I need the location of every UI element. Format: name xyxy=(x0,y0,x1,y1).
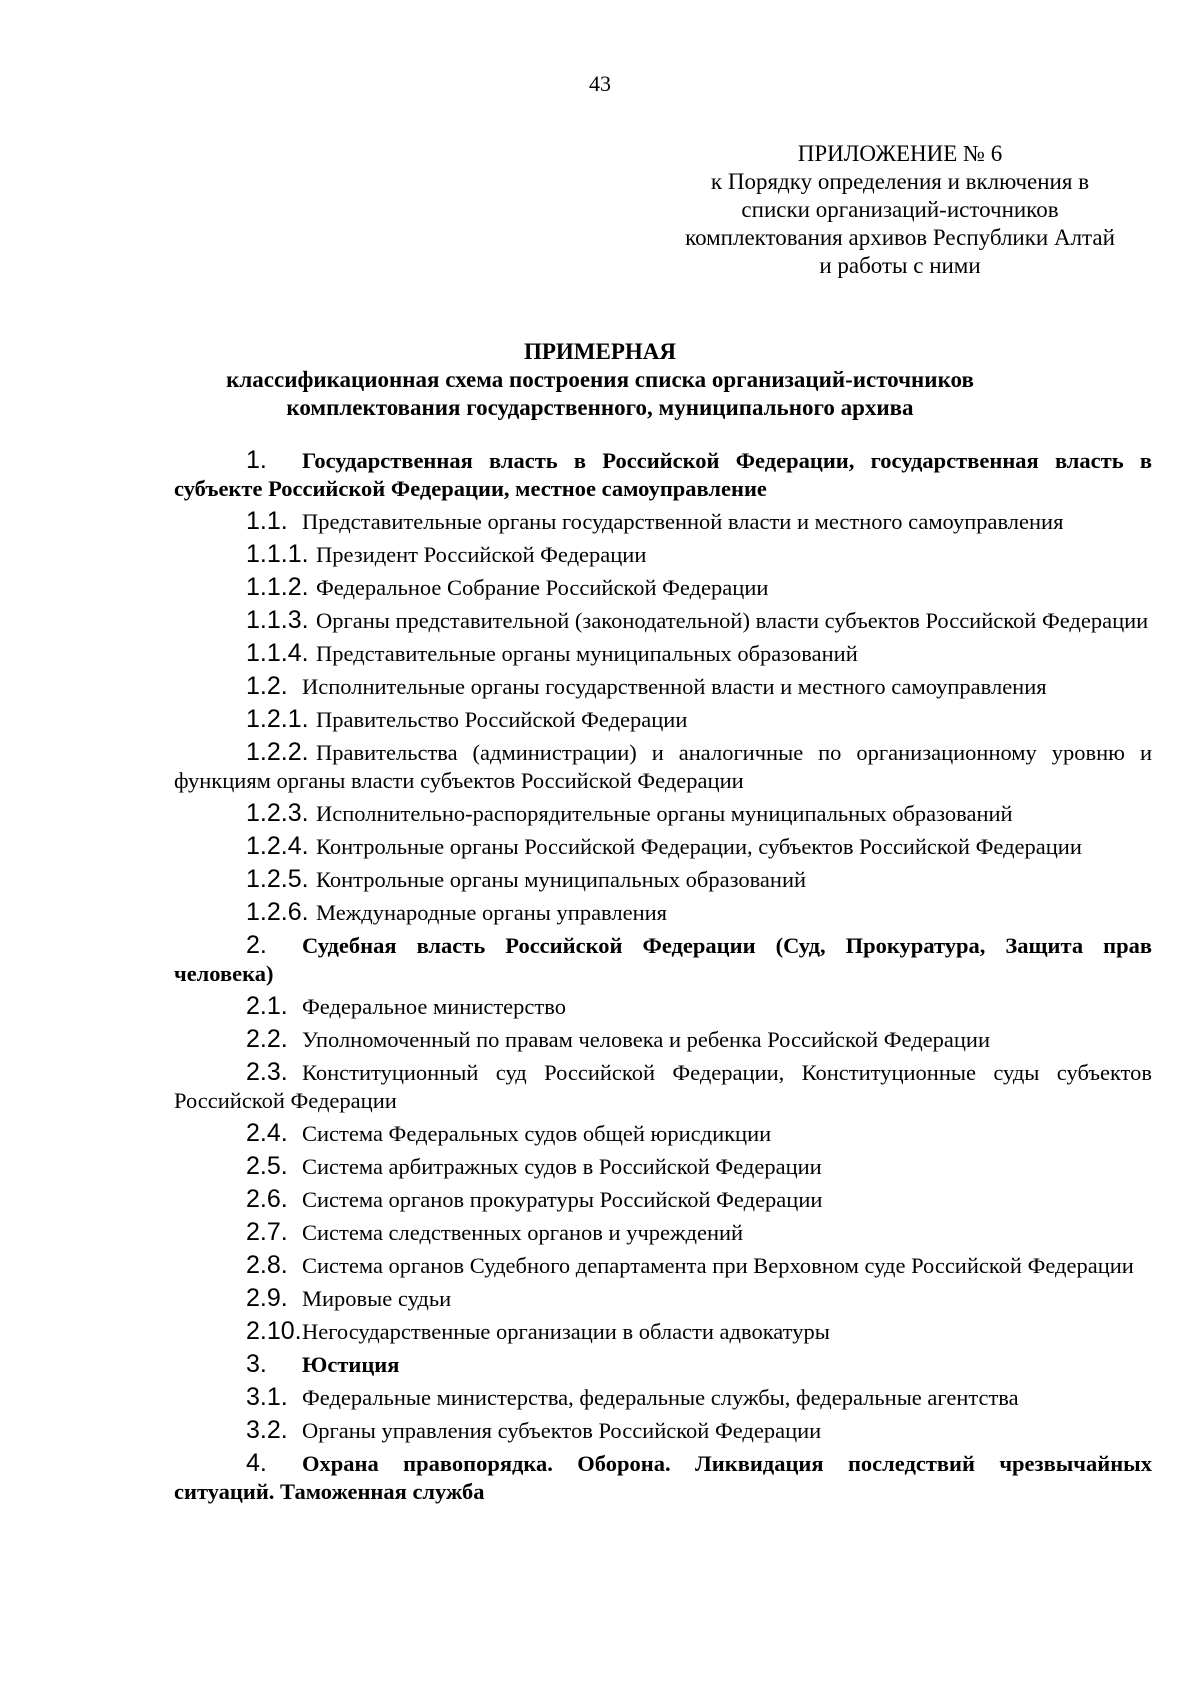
outline-item-number: 2. xyxy=(246,931,267,959)
outline-item-text: Конституционный суд Российской Федерации, Конституционные суды субъектов Российской Федерации xyxy=(174,1060,1152,1113)
outline-item-text: Исполнительные органы государственной власти и местного самоуправления xyxy=(302,674,1047,699)
outline-item xyxy=(174,507,1152,536)
outline-item-number: 1.2.5. xyxy=(246,865,309,893)
title-subline: комплектования государственного, муниципального архива xyxy=(286,395,914,420)
outline-item xyxy=(174,992,1152,1021)
outline-item-text: Контрольные органы муниципальных образований xyxy=(316,867,807,892)
outline-item-number: 2.9. xyxy=(246,1284,288,1312)
outline-item xyxy=(174,832,1152,861)
outline-item xyxy=(174,672,1152,701)
outline-item-text: Представительные органы государственной власти и местного самоуправления xyxy=(302,509,1064,534)
outline-item xyxy=(174,1383,1152,1412)
outline-item-text: Федеральное Собрание Российской Федерации xyxy=(316,575,769,600)
outline-item-text: Система арбитражных судов в Российской Федерации xyxy=(302,1154,822,1179)
outline-item-text: Уполномоченный по правам человека и ребенка Российской Федерации xyxy=(302,1027,990,1052)
outline-item xyxy=(174,1416,1152,1445)
outline-item-text: Система Федеральных судов общей юрисдикции xyxy=(302,1121,772,1146)
outline-item-number: 1.2. xyxy=(246,672,288,700)
outline-item-number: 2.10. xyxy=(246,1317,302,1345)
outline-item-number: 2.1. xyxy=(246,992,288,1020)
outline-item-text: Федеральное министерство xyxy=(302,994,566,1019)
outline-item-number: 1.1.1. xyxy=(246,540,309,568)
appendix-line: комплектования архивов Республики Алтай xyxy=(685,225,1115,250)
outline-item xyxy=(174,1284,1152,1313)
outline-item-text: Органы управления субъектов Российской Федерации xyxy=(302,1418,822,1443)
outline-item-text: Судебная власть Российской Федерации (Суд, Прокуратура, Защита прав человека) xyxy=(174,933,1152,986)
outline-item-number: 1.1.3. xyxy=(246,606,309,634)
outline-item-number: 1. xyxy=(246,446,267,474)
outline-item-text: Государственная власть в Российской Федерации, государственная власть в субъекте Российской Федерации, местное самоуправление xyxy=(174,448,1152,501)
appendix-line: списки организаций-источников xyxy=(741,197,1059,222)
outline-item-text: Мировые судьи xyxy=(302,1286,452,1311)
outline-item-number: 2.7. xyxy=(246,1218,288,1246)
outline-item-text: Юстиция xyxy=(302,1352,400,1377)
outline-item-text: Охрана правопорядка. Оборона. Ликвидация последствий чрезвычайных ситуаций. Таможенная служба xyxy=(174,1451,1152,1504)
outline-item-text: Представительные органы муниципальных образований xyxy=(316,641,858,666)
outline-item xyxy=(174,738,1152,795)
outline-item xyxy=(174,1152,1152,1181)
outline-item-number: 1.1. xyxy=(246,507,288,535)
outline-item-text: Система следственных органов и учреждений xyxy=(302,1220,744,1245)
outline-item-text: Исполнительно-распорядительные органы муниципальных образований xyxy=(316,801,1013,826)
outline-item-number: 1.2.3. xyxy=(246,799,309,827)
outline-section xyxy=(174,446,1152,503)
outline-item-number: 1.2.1. xyxy=(246,705,309,733)
outline-item xyxy=(174,540,1152,569)
outline-item xyxy=(174,799,1152,828)
outline-item-number: 1.2.4. xyxy=(246,832,309,860)
appendix-line: к Порядку определения и включения в xyxy=(710,169,1090,194)
outline-item-number: 1.1.4. xyxy=(246,639,309,667)
outline-item xyxy=(174,705,1152,734)
outline-section xyxy=(174,1449,1152,1506)
appendix-header xyxy=(640,140,1160,280)
appendix-line: ПРИЛОЖЕНИЕ № 6 xyxy=(797,141,1003,166)
outline-item xyxy=(174,1119,1152,1148)
outline-item xyxy=(174,1317,1152,1346)
outline-item xyxy=(174,1058,1152,1115)
outline-item xyxy=(174,1185,1152,1214)
outline-item-number: 2.6. xyxy=(246,1185,288,1213)
outline-item-number: 2.5. xyxy=(246,1152,288,1180)
outline-item-text: Система органов прокуратуры Российской Федерации xyxy=(302,1187,823,1212)
outline-item-number: 2.4. xyxy=(246,1119,288,1147)
title-main: ПРИМЕРНАЯ xyxy=(523,339,677,364)
outline-item-number: 3. xyxy=(246,1350,267,1378)
outline-section xyxy=(174,931,1152,988)
outline-item xyxy=(174,1218,1152,1247)
classification-outline xyxy=(174,446,1152,1510)
outline-item-number: 3.2. xyxy=(246,1416,288,1444)
outline-item-text: Правительство Российской Федерации xyxy=(316,707,688,732)
outline-item-number: 1.2.6. xyxy=(246,898,309,926)
outline-item-number: 2.8. xyxy=(246,1251,288,1279)
outline-item-text: Международные органы управления xyxy=(316,900,668,925)
outline-item-text: Президент Российской Федерации xyxy=(316,542,647,567)
outline-section xyxy=(174,1350,1152,1379)
outline-item xyxy=(174,898,1152,927)
outline-item-text: Контрольные органы Российской Федерации, субъектов Российской Федерации xyxy=(316,834,1082,859)
outline-item-number: 2.2. xyxy=(246,1025,288,1053)
outline-item-text: Органы представительной (законодательной) власти субъектов Российской Федерации xyxy=(316,608,1149,633)
document-title xyxy=(160,338,1040,422)
appendix-line: и работы с ними xyxy=(819,253,981,278)
outline-item xyxy=(174,606,1152,635)
outline-item xyxy=(174,639,1152,668)
outline-item xyxy=(174,1251,1152,1280)
outline-item-text: Федеральные министерства, федеральные службы, федеральные агентства xyxy=(302,1385,1019,1410)
outline-item-number: 1.2.2. xyxy=(246,738,309,766)
outline-item xyxy=(174,1025,1152,1054)
outline-item-number: 4. xyxy=(246,1449,267,1477)
outline-item xyxy=(174,573,1152,602)
outline-item-text: Правительства (администрации) и аналогичные по организационному уровню и функциям органы власти субъектов Российской Федерации xyxy=(174,740,1152,793)
outline-item-number: 2.3. xyxy=(246,1058,288,1086)
outline-item-number: 1.1.2. xyxy=(246,573,309,601)
outline-item xyxy=(174,865,1152,894)
outline-item-text: Негосударственные организации в области адвокатуры xyxy=(302,1319,830,1344)
page-number: 43 xyxy=(589,71,611,96)
title-subline: классификационная схема построения списка организаций-источников xyxy=(226,367,974,392)
outline-item-number: 3.1. xyxy=(246,1383,288,1411)
outline-item-text: Система органов Судебного департамента при Верховном суде Российской Федерации xyxy=(302,1253,1134,1278)
